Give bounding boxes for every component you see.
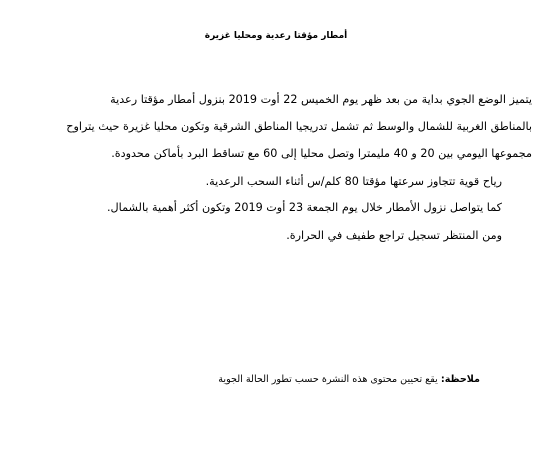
body-line-temperature: ومن المنتظر تسجيل تراجع طفيف في الحرارة. (286, 229, 502, 242)
body-line-3: مجموعها اليومي بين 20 و 40 مليمترا وتصل محليا إلى 60 مع تساقط البرد بأماكن محدودة. (111, 147, 532, 160)
body-line-wind: رياح قوية تتجاوز سرعتها مؤقتا 80 كلم/س أثناء السحب الرعدية. (205, 175, 502, 188)
note (218, 373, 480, 387)
note-label: ملاحظة: (440, 374, 480, 385)
body-line-2: بالمناطق الغربية للشمال والوسط ثم تشمل تدريجيا المناطق الشرقية وتكون محليا غزيرة حيث يتراوح (66, 120, 532, 133)
bulletin-title: أمطار مؤقتا رعدية ومحليا غزيرة (204, 31, 348, 41)
note-text: يقع تحيين محتوى هذه النشرة حسب تطور الحالة الجوية (218, 374, 441, 385)
body-line-1: يتميز الوضع الجوي بداية من بعد ظهر يوم الخميس 22 أوت 2019 بنزول أمطار مؤقتا رعدية (110, 93, 532, 106)
body-line-friday: كما يتواصل نزول الأمطار خلال يوم الجمعة 23 أوت 2019 وتكون أكثر أهمية بالشمال. (107, 201, 502, 214)
